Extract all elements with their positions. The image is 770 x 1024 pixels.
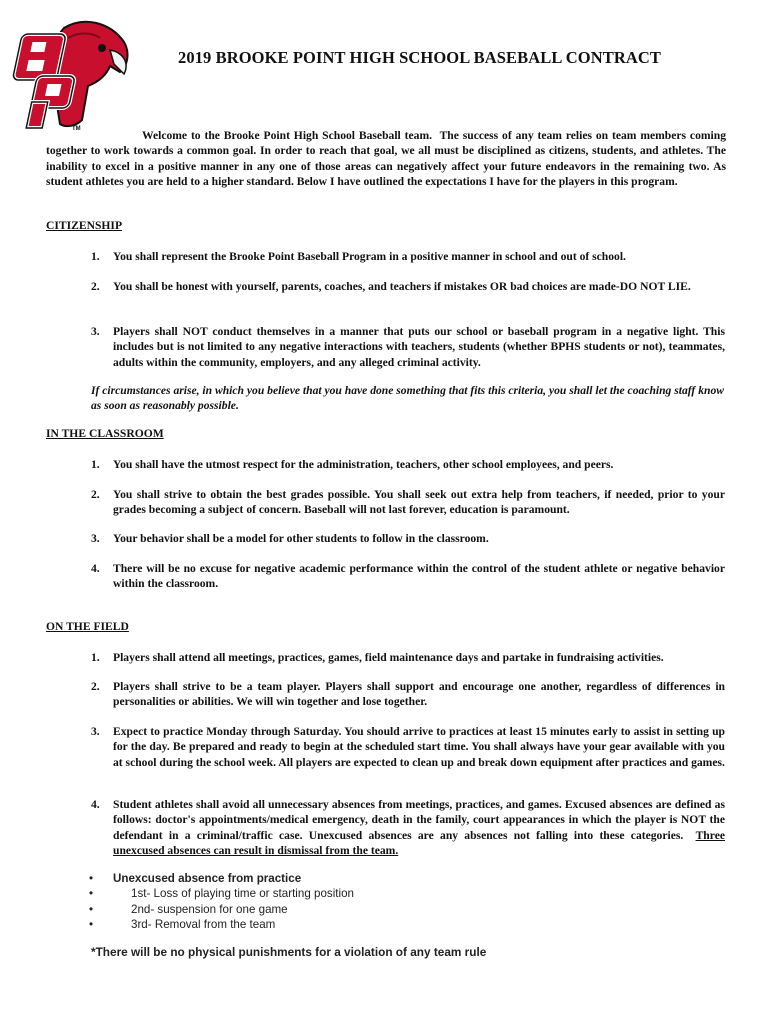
bullet-row xyxy=(89,917,509,932)
bullet-row xyxy=(89,902,509,917)
bullet-dot-icon: • xyxy=(89,872,94,885)
dismissal-warning: Three unexcused absences can result in dismissal from the team. xyxy=(113,828,725,857)
bullet-dot-icon: • xyxy=(89,902,94,916)
classroom-item xyxy=(91,487,725,518)
citizenship-item xyxy=(91,279,725,294)
item-number: 1. xyxy=(91,651,100,664)
bullet-dot-icon: • xyxy=(89,917,94,931)
classroom-item xyxy=(91,457,725,472)
trademark-mark: TM xyxy=(72,126,81,132)
item-number: 1. xyxy=(91,250,100,263)
citizenship-item xyxy=(91,249,725,264)
absence-heading: Unexcused absence from practice xyxy=(113,872,302,885)
absence-bullets xyxy=(89,871,509,932)
bullet-row xyxy=(89,871,509,886)
section-heading-classroom: IN THE CLASSROOM xyxy=(46,427,164,440)
hawk-eye-shape xyxy=(98,44,106,52)
logo-letter-b xyxy=(12,34,66,80)
page-title: 2019 BROOKE POINT HIGH SCHOOL BASEBALL CONTRACT xyxy=(178,48,661,67)
item-text: Expect to practice Monday through Saturday. You should arrive to practices at least 15 minutes early to assist in setting up for the day. Be prepared and ready to begin at the scheduled start time. You shall always have your gear available with you at school during the school week. All players are expected to clean up and break down equipment after practices and games. xyxy=(113,725,725,769)
item-text xyxy=(113,797,725,858)
item-text: Your behavior shall be a model for other students to follow in the classroom. xyxy=(113,532,489,545)
field-item xyxy=(91,724,725,770)
item-text: You shall represent the Brooke Point Baseball Program in a positive manner in school and out of school. xyxy=(113,250,626,263)
item-text: You shall strive to obtain the best grades possible. You shall seek out extra help from teachers, if needed, prior to your grades becoming a subject of concern. Baseball will not last forever, education is paramount. xyxy=(113,488,725,517)
citizenship-item xyxy=(91,324,725,370)
absence-consequence: 1st- Loss of playing time or starting position xyxy=(131,887,354,901)
item-number: 3. xyxy=(91,325,100,338)
item-number: 2. xyxy=(91,680,100,693)
item-text-main: Student athletes shall avoid all unnecessary absences from meetings, practices, and games. Excused absences are defined as follows: doctor's appointments/medical emergency, death in the family, court appearances in which the player is NOT the defendant in a criminal/traffic case. Unexcused absences are any absences not falling into these categories. xyxy=(113,798,725,842)
bp-hawk-logo xyxy=(6,16,132,134)
item-number: 2. xyxy=(91,488,100,501)
item-text: There will be no excuse for negative academic performance within the control of the student athlete or negative behavior within the classroom. xyxy=(113,562,725,591)
item-text: You shall be honest with yourself, parents, coaches, and teachers if mistakes OR bad choices are made-DO NOT LIE. xyxy=(113,280,691,293)
item-text: You shall have the utmost respect for the administration, teachers, other school employees, and peers. xyxy=(113,458,614,471)
item-number: 3. xyxy=(91,532,100,545)
item-number: 4. xyxy=(91,798,100,811)
item-text: Players shall NOT conduct themselves in a manner that puts our school or baseball program in a negative light. This includes but is not limited to any negative interactions with teachers, students (whether BPHS students or not), teammates, adults within the community, employers, and any alleged criminal activity. xyxy=(113,325,725,369)
absence-consequence: 3rd- Removal from the team xyxy=(131,917,276,931)
field-item xyxy=(91,797,725,858)
item-number: 4. xyxy=(91,562,100,575)
footnote: *There will be no physical punishments for a violation of any team rule xyxy=(91,945,487,959)
classroom-item xyxy=(91,561,725,592)
classroom-item xyxy=(91,531,725,546)
bullet-row xyxy=(89,886,509,901)
intro-lead: Welcome to the Brooke Point High School Baseball team. xyxy=(142,129,433,142)
bullet-dot-icon: • xyxy=(89,887,94,901)
item-number: 1. xyxy=(91,458,100,471)
absence-consequence: 2nd- suspension for one game xyxy=(131,902,288,916)
intro-body: The success of any team relies on team members coming together to work towards a common goal. In order to reach that goal, we all must be disciplined as citizens, students, and athletes. The inability to excel in a positive manner in any one of those areas can negatively affect your future endeavors in the remaining two. As student athletes you are held to a higher standard. Below I have outlined the expectations I have for the players in this program. xyxy=(46,129,726,188)
section-heading-field: ON THE FIELD xyxy=(46,620,129,633)
field-item xyxy=(91,679,725,710)
item-number: 3. xyxy=(91,725,100,738)
intro-paragraph xyxy=(46,128,726,189)
field-item xyxy=(91,650,725,665)
item-text: Players shall strive to be a team player. Players shall support and encourage one another, regardless of differences in personalities or abilities. We will win together and lose together. xyxy=(113,680,725,709)
item-number: 2. xyxy=(91,280,100,293)
citizenship-note: If circumstances arise, in which you believe that you have done something that fits this criteria, you shall let the coaching staff know as soon as reasonably possible. xyxy=(91,384,724,413)
item-text: Players shall attend all meetings, practices, games, field maintenance days and partake in fundraising activities. xyxy=(113,651,664,664)
section-heading-citizenship: CITIZENSHIP xyxy=(46,219,123,232)
